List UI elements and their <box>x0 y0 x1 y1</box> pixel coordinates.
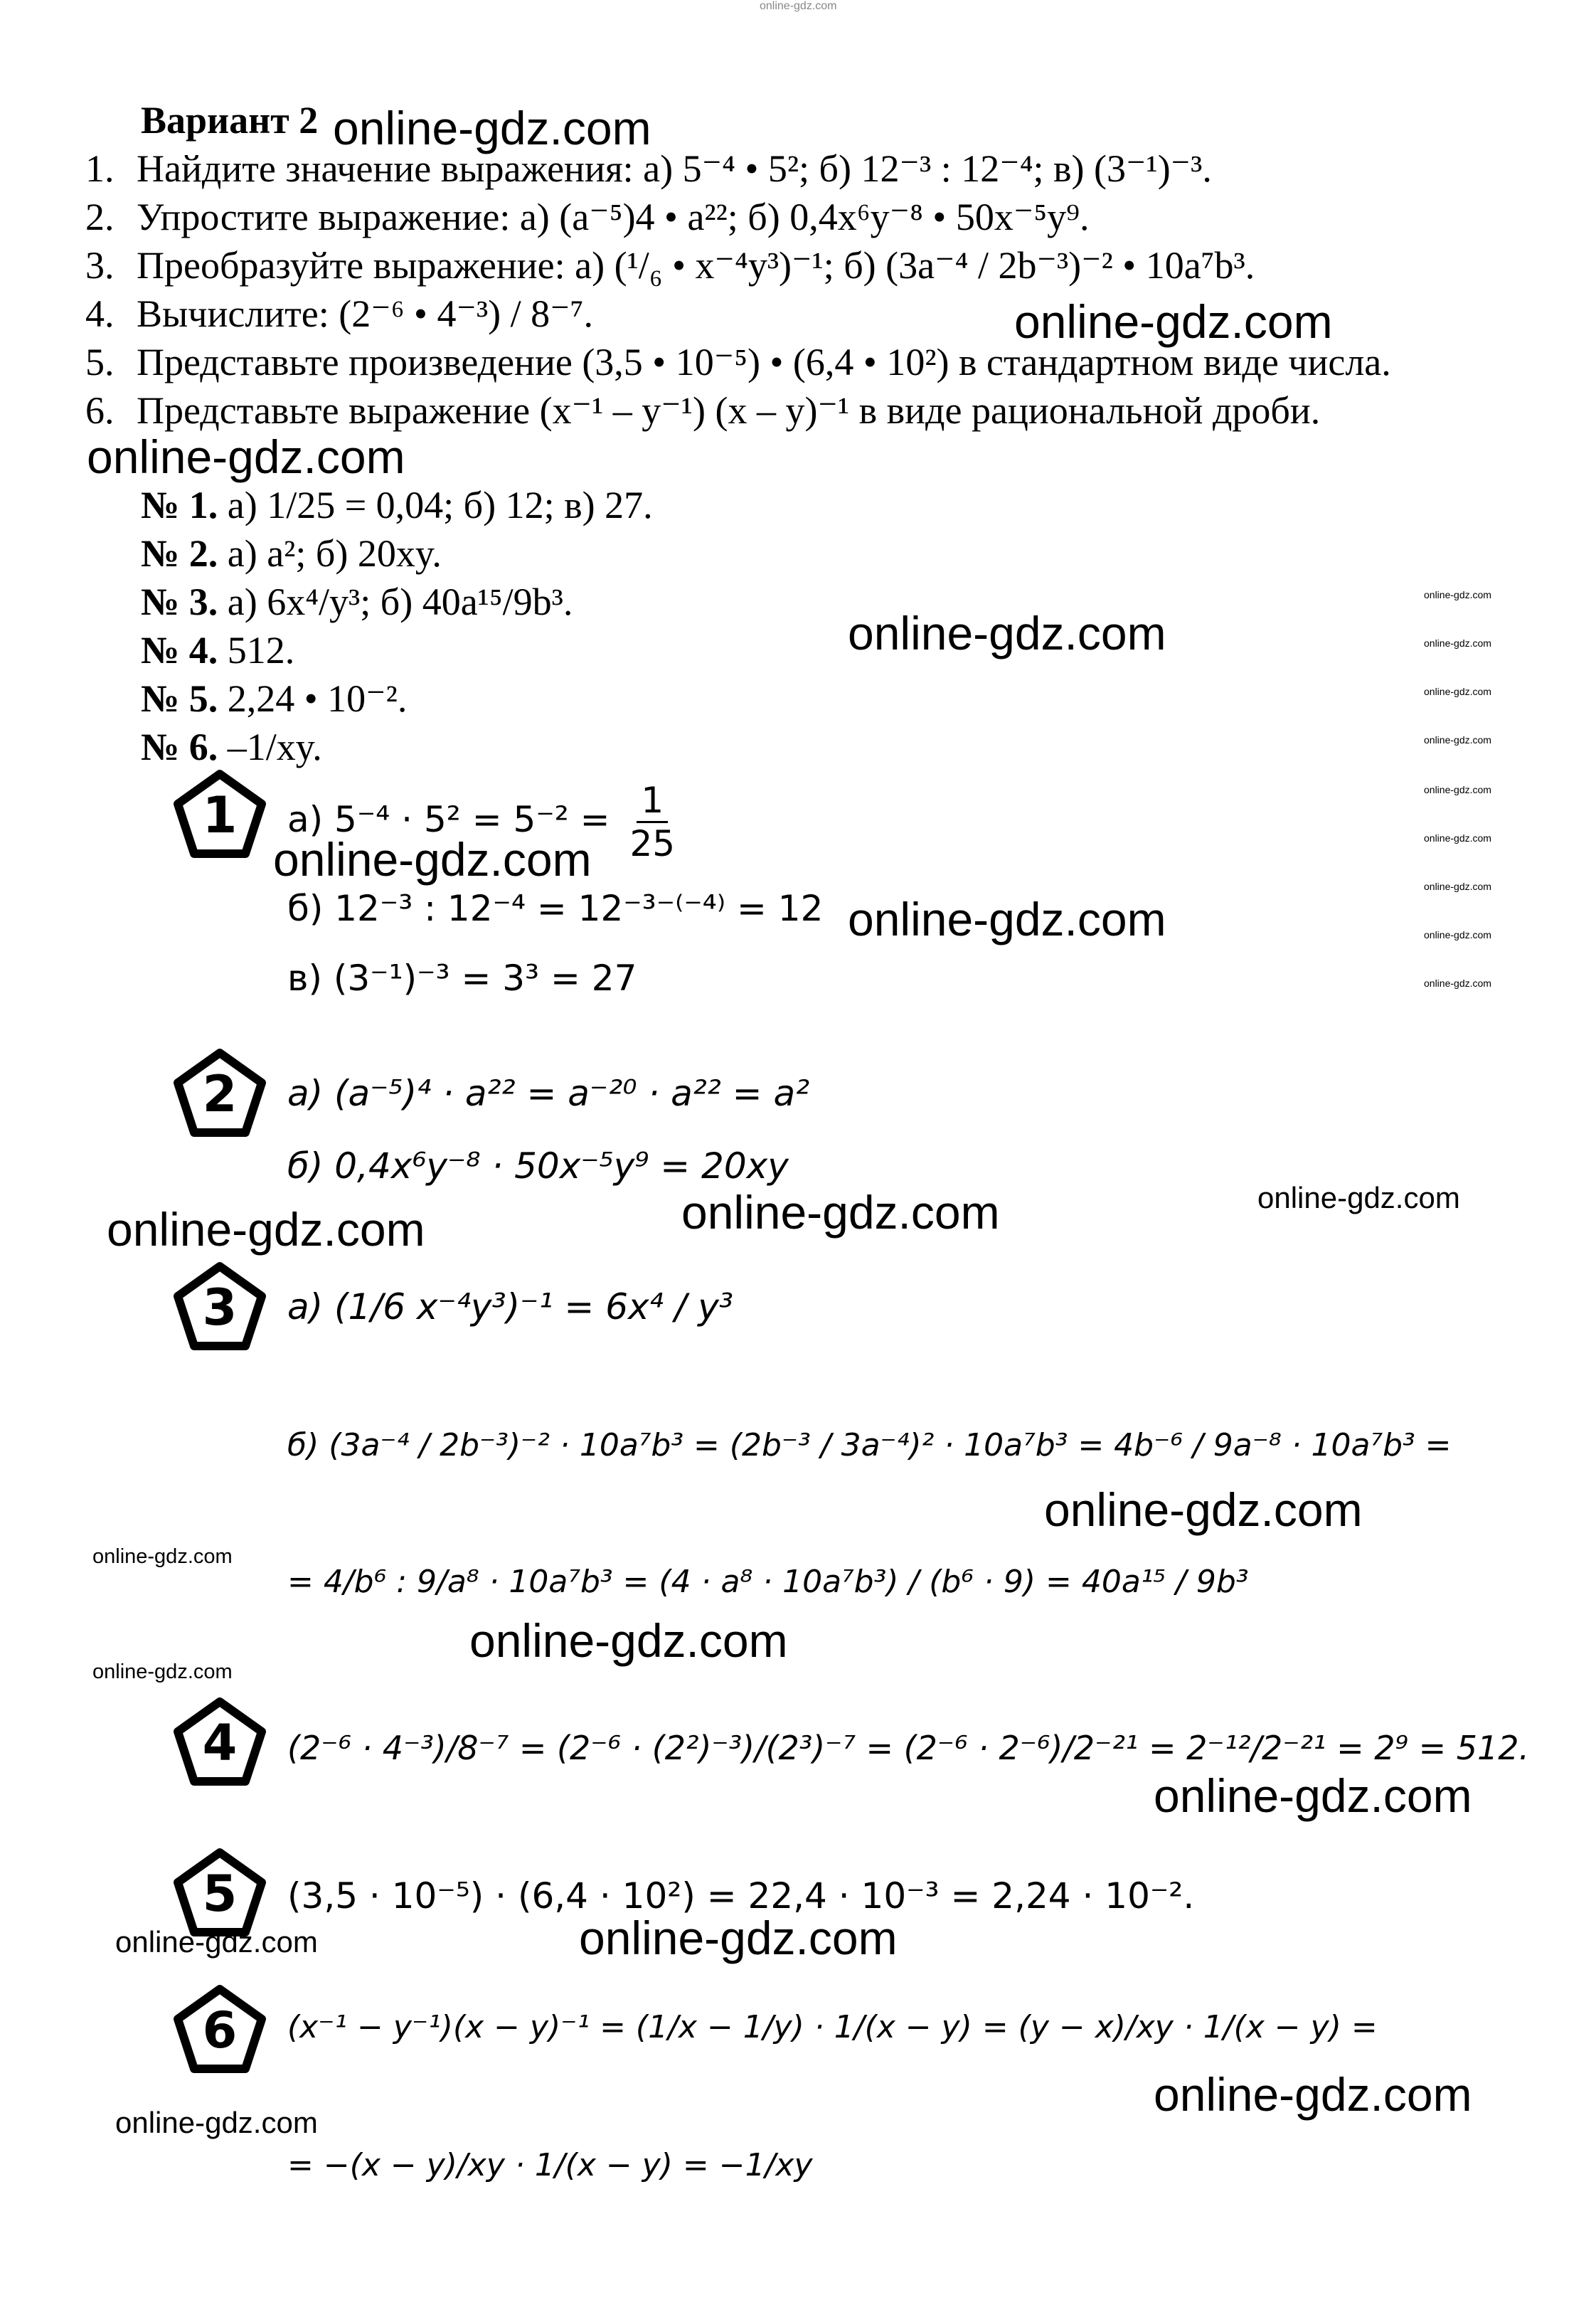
solution-1c: в) (3⁻¹)⁻³ = 3³ = 27 <box>287 958 637 999</box>
task-line <box>85 194 1089 240</box>
task-line <box>85 387 1320 434</box>
watermark: online-gdz.com <box>848 607 1166 659</box>
answer-text: 512. <box>227 629 295 672</box>
watermark: online-gdz.com <box>1424 832 1491 844</box>
solution-text: а) 5⁻⁴ · 5² = 5⁻² = <box>287 799 610 840</box>
task-badge-3 <box>174 1262 266 1350</box>
answer-text: а) 1/25 = 0,04; б) 12; в) 27. <box>227 484 653 526</box>
task-text: Упростите выражение: а) (a⁻⁵)4 • a²²; б) 0,4x⁶y⁻⁸ • 50x⁻⁵y⁹. <box>137 196 1090 238</box>
answer-line <box>141 481 653 529</box>
solution-5: (3,5 · 10⁻⁵) · (6,4 · 10²) = 22,4 · 10⁻³ = 2,24 · 10⁻². <box>287 1875 1195 1917</box>
task-number: 2. <box>85 196 115 238</box>
watermark: online-gdz.com <box>87 430 405 483</box>
answer-text: –1/xy. <box>227 726 322 768</box>
watermark: online-gdz.com <box>1154 1769 1472 1822</box>
task-number: 3. <box>85 244 115 287</box>
watermark: online-gdz.com <box>92 1660 233 1683</box>
task-line <box>85 290 593 337</box>
answer-text: а) a²; б) 20xy. <box>227 532 442 575</box>
task-badge-1 <box>174 770 266 858</box>
answer-line <box>141 529 442 578</box>
watermark: online-gdz.com <box>1424 686 1491 697</box>
watermark: online-gdz.com <box>681 1186 1000 1239</box>
watermark: online-gdz.com <box>1424 589 1491 600</box>
fraction-numerator: 1 <box>637 780 668 823</box>
task-text: Вычислите: (2⁻⁶ • 4⁻³) / 8⁻⁷. <box>137 292 593 335</box>
solution-4: (2⁻⁶ · 4⁻³)/8⁻⁷ = (2⁻⁶ · (2²)⁻³)/(2³)⁻⁷ = (2⁻⁶ · 2⁻⁶)/2⁻²¹ = 2⁻¹²/2⁻²¹ = 2⁹ = 512. <box>287 1729 1530 1767</box>
badge-number: 4 <box>202 1714 238 1772</box>
task-number: 6. <box>85 389 115 432</box>
watermark: online-gdz.com <box>1044 1483 1363 1536</box>
answer-text: а) 6x⁴/y³; б) 40a¹⁵/9b³. <box>227 581 573 623</box>
solution-2b: б) 0,4x⁶y⁻⁸ · 50x⁻⁵y⁹ = 20xy <box>287 1145 789 1187</box>
solution-3a: а) (1/6 x⁻⁴y³)⁻¹ = 6x⁴ / y³ <box>287 1286 733 1328</box>
watermark: online-gdz.com <box>1424 734 1491 746</box>
top-watermark: online-gdz.com <box>760 0 837 12</box>
watermark: online-gdz.com <box>1424 784 1491 795</box>
badge-number: 5 <box>202 1865 238 1923</box>
task-badge-2 <box>174 1049 266 1137</box>
solution-3b-line1: б) (3a⁻⁴ / 2b⁻³)⁻² · 10a⁷b³ = (2b⁻³ / 3a⁻⁴)² · 10a⁷b³ = 4b⁻⁶ / 9a⁻⁸ · 10a⁷b³ = <box>287 1427 1452 1463</box>
task-badge-6 <box>174 1985 266 2073</box>
watermark: online-gdz.com <box>333 102 651 154</box>
watermark: online-gdz.com <box>1424 977 1491 989</box>
task-text: Найдите значение выражения: а) 5⁻⁴ • 5²; б) 12⁻³ : 12⁻⁴; в) (3⁻¹)⁻³. <box>137 147 1212 190</box>
watermark: online-gdz.com <box>107 1203 425 1256</box>
answer-line <box>141 723 322 771</box>
watermark: online-gdz.com <box>1424 881 1491 892</box>
solution-6-line2: = −(x − y)/xy · 1/(x − y) = −1/xy <box>287 2147 813 2183</box>
watermark: online-gdz.com <box>1424 929 1491 940</box>
fraction <box>625 780 679 864</box>
answer-line <box>141 578 573 626</box>
variant-title: Вариант 2 <box>141 99 319 142</box>
watermark: online-gdz.com <box>579 1912 898 1964</box>
watermark: online-gdz.com <box>92 1545 233 1568</box>
task-number: 4. <box>85 292 115 335</box>
answer-label: № 3. <box>141 581 218 623</box>
watermark: online-gdz.com <box>1014 295 1333 348</box>
answer-label: № 6. <box>141 726 218 768</box>
badge-number: 2 <box>202 1065 238 1123</box>
task-number: 5. <box>85 341 115 383</box>
badge-number: 6 <box>202 2001 238 2060</box>
watermark: online-gdz.com <box>115 1925 318 1959</box>
answer-label: № 5. <box>141 677 218 720</box>
fraction-denominator: 25 <box>629 823 676 864</box>
task-badge-4 <box>174 1697 266 1786</box>
task-line <box>85 242 1255 289</box>
answer-label: № 1. <box>141 484 218 526</box>
answer-text: 2,24 • 10⁻². <box>227 677 408 720</box>
watermark: online-gdz.com <box>1424 637 1491 649</box>
answer-label: № 2. <box>141 532 218 575</box>
watermark: online-gdz.com <box>1257 1181 1460 1214</box>
task-text: Представьте произведение (3,5 • 10⁻⁵) • (6,4 • 10²) в стандартном виде числа. <box>137 341 1391 383</box>
solution-6-line1: (x⁻¹ − y⁻¹)(x − y)⁻¹ = (1/x − 1/y) · 1/(x − y) = (y − x)/xy · 1/(x − y) = <box>287 2009 1378 2045</box>
task-number: 1. <box>85 147 115 190</box>
answer-line <box>141 626 294 674</box>
answer-label: № 4. <box>141 629 218 672</box>
watermark: online-gdz.com <box>115 2106 318 2139</box>
task-text: Представьте выражение (x⁻¹ – y⁻¹) (x – y)⁻¹ в виде рациональной дроби. <box>137 389 1321 432</box>
badge-number: 3 <box>202 1278 238 1337</box>
solution-3b-line2: = 4/b⁶ : 9/a⁸ · 10a⁷b³ = (4 · a⁸ · 10a⁷b³) / (b⁶ · 9) = 40a¹⁵ / 9b³ <box>287 1564 1249 1600</box>
task-text: Преобразуйте выражение: а) (¹/₆ • x⁻⁴y³)⁻¹; б) (3a⁻⁴ / 2b⁻³)⁻² • 10a⁷b³. <box>137 244 1255 287</box>
answer-line <box>141 674 407 723</box>
watermark: online-gdz.com <box>1154 2068 1472 2121</box>
watermark: online-gdz.com <box>848 893 1166 945</box>
task-badge-5 <box>174 1848 266 1936</box>
watermark: online-gdz.com <box>273 833 592 886</box>
watermark: online-gdz.com <box>469 1614 788 1667</box>
badge-number: 1 <box>202 786 238 844</box>
solution-1b: б) 12⁻³ : 12⁻⁴ = 12⁻³⁻⁽⁻⁴⁾ = 12 <box>287 888 824 929</box>
solution-2a: а) (a⁻⁵)⁴ · a²² = a⁻²⁰ · a²² = a² <box>287 1073 810 1114</box>
